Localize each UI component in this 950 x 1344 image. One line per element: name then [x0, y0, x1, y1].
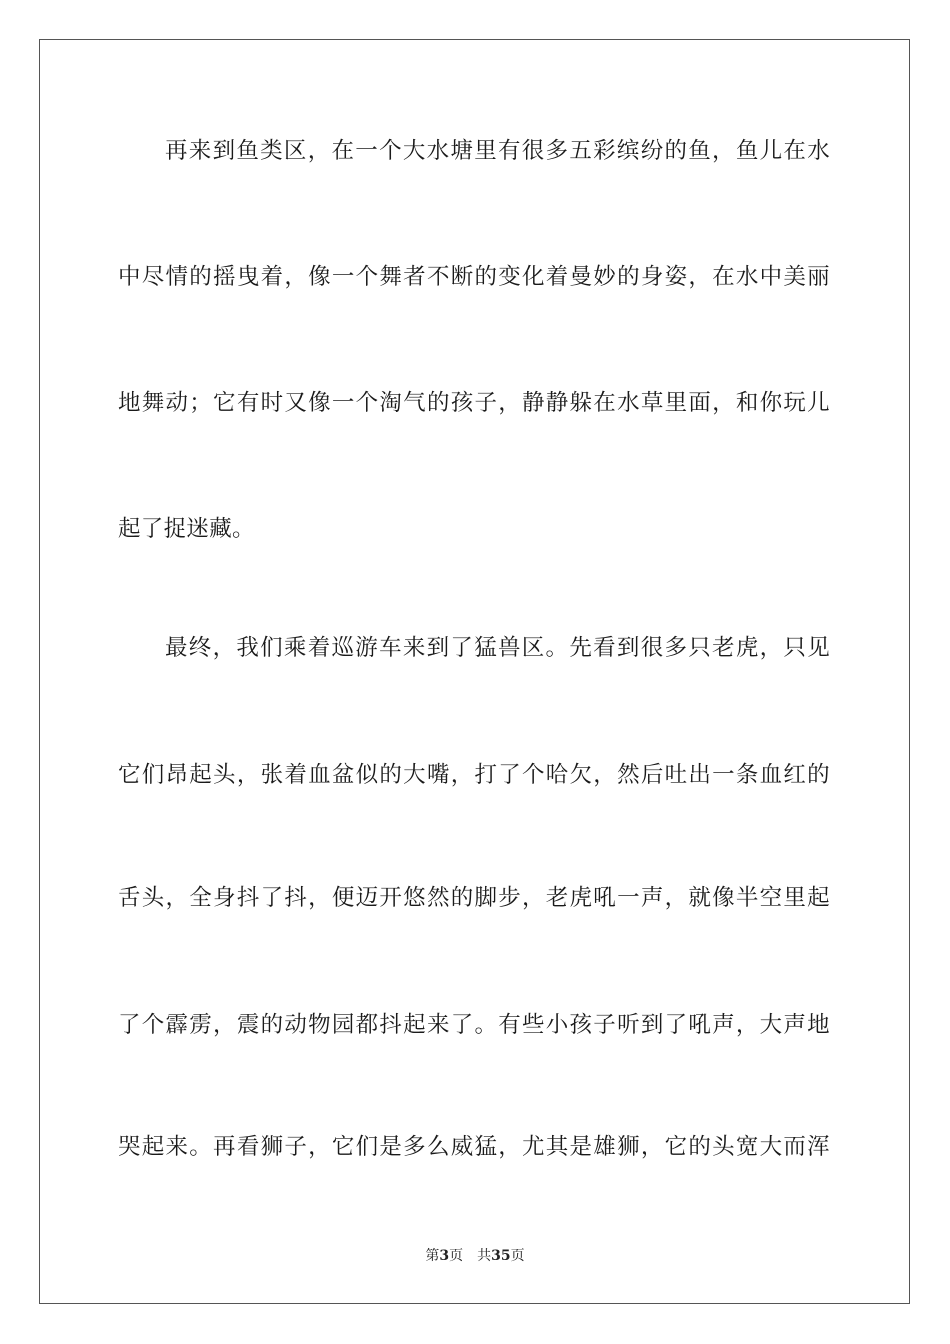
footer-page-suffix: 页: [449, 1248, 464, 1264]
footer-page-number: 3: [439, 1248, 450, 1264]
paragraph-1-line-3: 地舞动；它有时又像一个淘气的孩子，静静躲在水草里面，和你玩儿: [118, 390, 830, 416]
paragraph-2-line-3: 舌头，全身抖了抖，便迈开悠然的脚步，老虎吼一声，就像半空里起: [118, 885, 830, 911]
page-border: [39, 39, 910, 1304]
footer-page-prefix: 第: [425, 1248, 440, 1264]
paragraph-1-line-4: 起了捉迷藏。: [118, 516, 255, 542]
paragraph-2-line-2: 它们昂起头，张着血盆似的大嘴，打了个哈欠，然后吐出一条血红的: [118, 762, 830, 788]
paragraph-1-line-1: 再来到鱼类区，在一个大水塘里有很多五彩缤纷的鱼，鱼儿在水: [165, 138, 830, 164]
footer-total-suffix: 页: [510, 1248, 525, 1264]
paragraph-2-line-4: 了个霹雳，震的动物园都抖起来了。有些小孩子听到了吼声，大声地: [118, 1012, 830, 1038]
page-footer: [0, 1246, 950, 1266]
footer-total-prefix: 共: [477, 1248, 492, 1264]
paragraph-1-line-2: 中尽情的摇曳着，像一个舞者不断的变化着曼妙的身姿，在水中美丽: [118, 264, 830, 290]
paragraph-2-line-1: 最终，我们乘着巡游车来到了猛兽区。先看到很多只老虎，只见: [165, 635, 830, 661]
paragraph-2-line-5: 哭起来。再看狮子，它们是多么威猛，尤其是雄狮，它的头宽大而浑: [118, 1134, 830, 1160]
footer-total-number: 35: [491, 1248, 511, 1264]
